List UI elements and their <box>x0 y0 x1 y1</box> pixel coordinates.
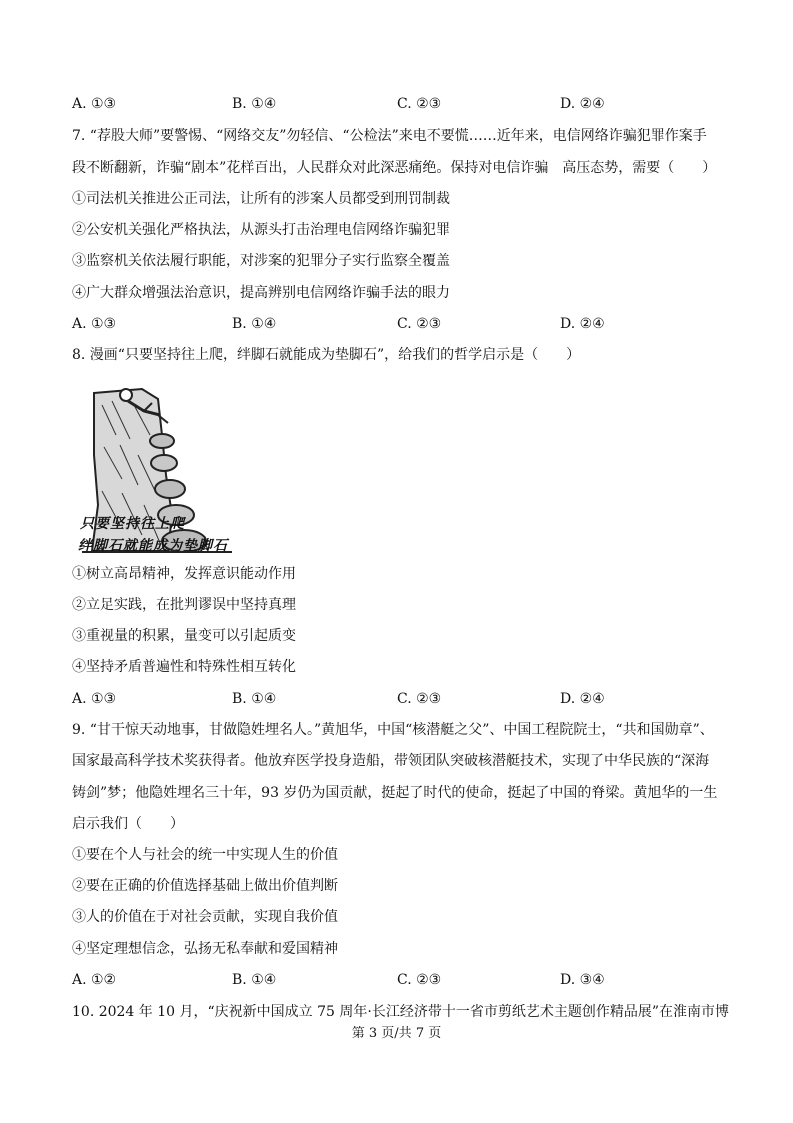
q9-item-3: ③人的价值在于对社会贡献，实现自我价值 <box>72 909 338 925</box>
q7-item-1: ①司法机关推进公正司法，让所有的涉案人员都受到刑罚制裁 <box>72 191 450 207</box>
q8-item-4: ④坚持矛盾普遍性和特殊性相互转化 <box>72 659 296 675</box>
q7-item-3: ③监察机关依法履行职能，对涉案的犯罪分子实行监察全覆盖 <box>72 253 450 269</box>
q9-option-a[interactable]: A. ①② <box>72 972 117 988</box>
q6-option-d[interactable]: D. ②④ <box>560 96 605 112</box>
cartoon-caption-line-2: 绊脚石就能成为垫脚石 <box>78 538 228 554</box>
q9-stem-line-3: 铸剑”梦；他隐姓埋名三十年，93 岁仍为国贡献，挺起了时代的使命，挺起了中国的脊梁。黄旭华的一生 <box>72 785 718 801</box>
q6-option-a[interactable]: A. ①③ <box>72 96 117 112</box>
q6-option-c[interactable]: C. ②③ <box>397 96 442 112</box>
q8-option-a[interactable]: A. ①③ <box>72 691 117 707</box>
q9-options <box>72 971 732 989</box>
q9-item-2: ②要在正确的价值选择基础上做出价值判断 <box>72 878 338 894</box>
q8-item-1: ①树立高昂精神，发挥意识能动作用 <box>72 566 296 582</box>
q8-item-3: ③重视量的积累，量变可以引起质变 <box>72 628 296 644</box>
q7-option-a[interactable]: A. ①③ <box>72 316 117 332</box>
q8-option-d[interactable]: D. ②④ <box>560 691 605 707</box>
q9-option-b[interactable]: B. ①④ <box>232 972 277 988</box>
q9-stem-line-2: 国家最高科学技术奖获得者。他放弃医学投身造船，带领团队突破核潜艇技术，实现了中华民族的“深海 <box>72 753 710 769</box>
q9-item-1: ①要在个人与社会的统一中实现人生的价值 <box>72 847 338 863</box>
q7-option-b[interactable]: B. ①④ <box>232 316 277 332</box>
q7-stem-line-2: 段不断翻新，诈骗“剧本”花样百出，人民群众对此深恶痛绝。保持对电信诈骗 高压态势，需要（ ） <box>72 160 717 176</box>
q7-stem-line-1: 7. “荐股大师”要警惕、“网络交友”勿轻信、“公检法”来电不要慌……近年来，电信网络诈骗犯罪作案手 <box>72 128 707 144</box>
q10-stem-line-1: 10. 2024 年 10 月，“庆祝新中国成立 75 周年·长江经济带十一省市剪纸艺术主题创作精品展”在淮南市博 <box>72 1004 729 1020</box>
q7-option-d[interactable]: D. ②④ <box>560 316 605 332</box>
q7-option-c[interactable]: C. ②③ <box>397 316 442 332</box>
q9-option-c[interactable]: C. ②③ <box>397 972 442 988</box>
q9-item-4: ④坚定理想信念，弘扬无私奉献和爱国精神 <box>72 941 338 957</box>
q7-item-2: ②公安机关强化严格执法，从源头打击治理电信网络诈骗犯罪 <box>72 222 450 238</box>
page-number-footer: 第 3 页/共 7 页 <box>351 1026 442 1041</box>
q8-options <box>72 690 732 708</box>
q9-stem-line-4: 启示我们（ ） <box>72 816 184 832</box>
q9-option-d[interactable]: D. ③④ <box>560 972 605 988</box>
q8-option-b[interactable]: B. ①④ <box>232 691 277 707</box>
q7-item-4: ④广大群众增强法治意识，提高辨别电信网络诈骗手法的眼力 <box>72 285 450 301</box>
q6-options <box>72 95 732 113</box>
q8-item-2: ②立足实践，在批判谬误中坚持真理 <box>72 597 296 613</box>
q6-option-b[interactable]: B. ①④ <box>232 96 277 112</box>
cartoon-caption-line-1: 只要坚持往上爬 <box>80 516 185 532</box>
q8-option-c[interactable]: C. ②③ <box>397 691 442 707</box>
q8-stem: 8. 漫画“只要坚持往上爬，绊脚石就能成为垫脚石”，给我们的哲学启示是（ ） <box>72 347 581 363</box>
q7-options <box>72 315 732 333</box>
q9-stem-line-1: 9. “甘干惊天动地事，甘做隐姓埋名人。”黄旭华，中国“核潜艇之父”、中国工程院院士，“共和国勋章”、 <box>72 722 714 738</box>
